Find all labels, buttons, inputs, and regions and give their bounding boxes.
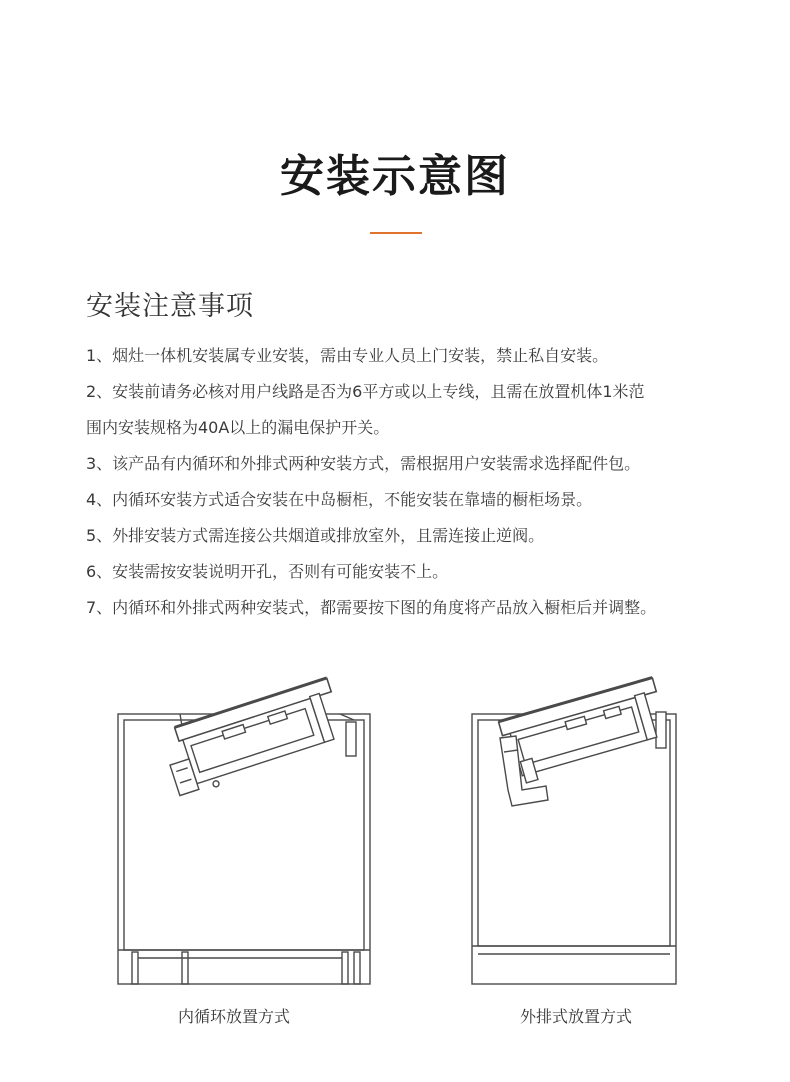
note-item: 7、内循环和外排式两种安装式，都需要按下图的角度将产品放入橱柜后并调整。 [86, 598, 657, 617]
notes-heading: 安装注意事项 [86, 291, 254, 322]
notes-list [86, 338, 766, 626]
note-item: 1、烟灶一体机安装属专业安装，需由专业人员上门安装，禁止私自安装。 [86, 346, 609, 365]
page-title: 安装示意图 [280, 151, 510, 202]
note-item: 2、安装前请务必核对用户线路是否为6平方或以上专线，且需在放置机体1米范 [86, 382, 645, 401]
cabinet-inner-circulation-diagram [110, 640, 380, 990]
note-item: 5、外排安装方式需连接公共烟道或排放室外，且需连接止逆阀。 [86, 526, 545, 545]
note-item: 围内安装规格为40A以上的漏电保护开关。 [86, 418, 390, 437]
inner-circulation-caption: 内循环放置方式 [177, 1007, 290, 1026]
note-item: 6、安装需按安装说明开孔，否则有可能安装不上。 [86, 562, 449, 581]
title-accent-line [370, 232, 422, 234]
note-item: 4、内循环安装方式适合安装在中岛橱柜，不能安装在靠墙的橱柜场景。 [86, 490, 593, 509]
cabinet-external-exhaust-diagram [464, 640, 734, 990]
external-exhaust-caption: 外排式放置方式 [519, 1007, 632, 1026]
note-item: 3、该产品有内循环和外排式两种安装方式，需根据用户安装需求选择配件包。 [86, 454, 641, 473]
